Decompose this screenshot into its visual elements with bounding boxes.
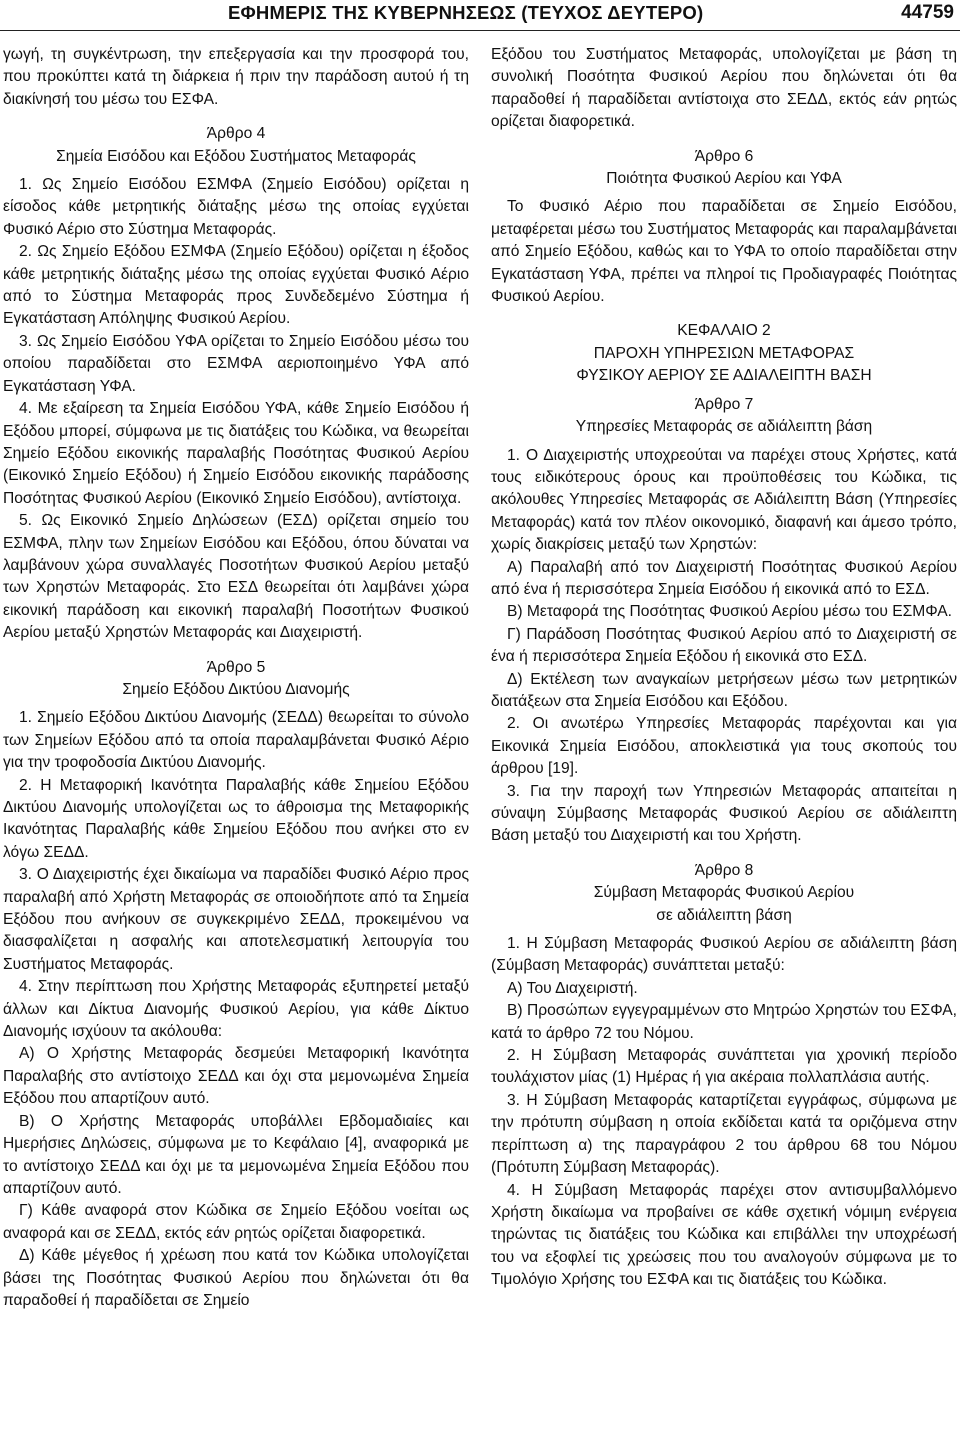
article-5-item-a: Α) Ο Χρήστης Μεταφοράς δεσμεύει Μεταφορική Ικανότητα Παραλαβής στο αντίστοιχο ΣΕΔΔ και όχι στα μεμονωμένα Σημεία Εξόδου που απαρτίζουν αυτό. [3, 1045, 469, 1108]
page-header [0, 0, 960, 34]
article-4-paragraph-2: 2. Ως Σημείο Εξόδου ΕΣΜΦΑ (Σημείο Εξόδου) ορίζεται η έξοδος κάθε μετρητικής διάταξης μέσω της οποίας εγχύεται Φυσικό Αέριο από το Σύστημα Μεταφοράς προς Συνδεδεμένο Σύστημα ή Εγκατάσταση Απόληψης Φυσικού Αερίου. [3, 243, 469, 328]
article-5-paragraph-2: 2. Η Μεταφορική Ικανότητα Παραλαβής κάθε Σημείου Εξόδου Δικτύου Διανομής υπολογίζεται ως το άθροισμα της Μεταφορικής Ικανότητας Παραλαβής κάθε Σημείου Εξόδου που ανήκει στο εν λόγω ΣΕΔΔ. [3, 776, 469, 861]
header-divider [0, 30, 960, 31]
chapter-subtitle-line-2: ΦΥΣΙΚΟΥ ΑΕΡΙΟΥ ΣΕ ΑΔΙΑΛΕΙΠΤΗ ΒΑΣΗ [576, 367, 872, 385]
page-number: 44759 [901, 2, 954, 23]
article-7-item-b: Β) Μεταφορά της Ποσότητας Φυσικού Αερίου μέσω του ΕΣΜΦΑ. [507, 603, 952, 621]
article-5-paragraph-1: 1. Σημείο Εξόδου Δικτύου Διανομής (ΣΕΔΔ) θεωρείται το σύνολο των Σημείων Εξόδου από τα οποία παραλαμβάνεται Φυσικό Αέριο για την τροφοδοσία Δικτύου Διανομής. [3, 709, 469, 772]
article-5-title: Άρθρο 5 [206, 658, 266, 676]
article-8-item-b: Β) Προσώπων εγγεγραμμένων στο Μητρώο Χρηστών του ΕΣΦΑ, κατά το άρθρο 72 του Νόμου. [491, 1002, 957, 1042]
article-8-paragraph-2: 2. Η Σύμβαση Μεταφοράς συνάπτεται για χρονική περίοδο τουλάχιστον μίας (1) Ημέρας ή για ακέραια πολλαπλάσια αυτής. [491, 1047, 957, 1087]
article-5-paragraph-4: 4. Στην περίπτωση που Χρήστης Μεταφοράς εξυπηρετεί μεταξύ άλλων και Δίκτυα Διανομής Φυσικού Αερίου, για κάθε Δίκτυο Διανομής ισχύουν τα ακόλουθα: [3, 978, 469, 1041]
article-4-title: Άρθρο 4 [206, 125, 266, 143]
article-4-paragraph-5: 5. Ως Εικονικό Σημείο Δηλώσεων (ΕΣΔ) ορίζεται σημείο του ΕΣΜΦΑ, πλην των Σημείων Εισόδου και Εξόδου, όπου δύναται να λαμβάνουν χώρα συναλλαγές Ποσοτήτων Φυσικού Αερίου μεταξύ των Χρηστών Μεταφοράς. Στο ΕΣΔ θεωρείται ότι λαμβάνει χώρα εικονική παράδοση και εικονική παραλαβή Ποσοτήτων Φυσικού Αερίου μεταξύ Χρηστών Μεταφοράς και Διαχειριστή. [3, 512, 469, 642]
article-4-paragraph-3: 3. Ως Σημείο Εισόδου ΥΦΑ ορίζεται το Σημείο Εισόδου μέσω του οποίου παραδίδεται στο ΕΣΜΦΑ αεριοποιημένο ΥΦΑ από Εγκατάσταση ΥΦΑ. [3, 332, 469, 395]
article-5-paragraph-3: 3. Ο Διαχειριστής έχει δικαίωμα να παραδίδει Φυσικό Αέριο προς παραλαβή από Χρήστη Μεταφοράς σε οποιοδήποτε από τα Σημεία Εξόδου που ανήκουν σε συγκεκριμένο ΣΕΔΔ, προκειμένου να διασφαλίζεται η ασφαλής και αποτελεσματική λειτουργία του Συστήματος Μεταφοράς. [3, 866, 469, 973]
article-8-subtitle-line-2: σε αδιάλειπτη βάση [656, 906, 792, 924]
chapter-subtitle-line-1: ΠΑΡΟΧΗ ΥΠΗΡΕΣΙΩΝ ΜΕΤΑΦΟΡΑΣ [593, 344, 855, 362]
gazette-title: ΕΦΗΜΕΡΙΣ ΤΗΣ ΚΥΒΕΡΝΗΣΕΩΣ (ΤΕΥΧΟΣ ΔΕΥΤΕΡΟ) [228, 2, 704, 23]
article-5-item-b: Β) Ο Χρήστης Μεταφοράς υποβάλλει Εβδομαδιαίες και Ημερήσιες Δηλώσεις, σύμφωνα με το Κεφάλαιο [4], αναφορικά με το αντίστοιχο ΣΕΔΔ και όχι με τα μεμονωμένα Σημεία Εξόδου που απαρτίζουν αυτό. [3, 1112, 469, 1197]
article-5-subtitle: Σημείο Εξόδου Δικτύου Διανομής [122, 680, 350, 698]
article-8-item-a: Α) Του Διαχειριστή. [507, 979, 638, 997]
article-7-item-c: Γ) Παράδοση Ποσότητας Φυσικού Αερίου από το Διαχειριστή σε ένα ή περισσότερα Σημεία Εξόδου ή εικονικά στο ΕΣΔ. [491, 625, 957, 666]
continued-paragraph: γωγή, τη συγκέντρωση, την επεξεργασία και την προσφορά του, που προκύπτει κατά τη διάρκεια ή πριν την παράδοση αυτού ή τη διακίνησή του μέσω του ΕΣΦΑ. [3, 46, 469, 108]
article-4-paragraph-4: 4. Με εξαίρεση τα Σημεία Εισόδου ΥΦΑ, κάθε Σημείο Εισόδου ή Εξόδου μπορεί, σύμφωνα με τις διατάξεις του Κώδικα, να θεωρείται Σημείο Εξόδου εικονικής παραλαβής Ποσότητας Φυσικού Αερίου (Εικονικό Σημείο Εξόδου) ή Σημείο Εισόδου εικονικής παράδοσης Ποσότητας Φυσικού Αερίου (Εικονικό Σημείο Εισόδου), αντίστοιχα. [3, 400, 469, 507]
article-8-paragraph-3: 3. Η Σύμβαση Μεταφοράς καταρτίζεται εγγράφως, σύμφωνα με την πρότυπη σύμβαση η οποία εκδίδεται κατά τα οριζόμενα στην περίπτωση α) της παραγράφου 2 του άρθρου 68 του Νόμου (Πρότυπη Σύμβαση Μεταφοράς). [491, 1091, 957, 1177]
article-7-item-d: Δ) Εκτέλεση των αναγκαίων μετρήσεων μέσω των μετρητικών διατάξεων στα Σημεία Εισόδου και Εξόδου. [491, 670, 957, 710]
article-4-paragraph-1: 1. Ως Σημείο Εισόδου ΕΣΜΦΑ (Σημείο Εισόδου) ορίζεται η είσοδος κάθε μετρητικής διάταξης μέσω της οποίας εγχύεται Φυσικό Αέριο στο Σύστημα Μεταφοράς. [3, 176, 469, 238]
chapter-title: ΚΕΦΑΛΑΙΟ 2 [677, 322, 771, 340]
article-8-subtitle-line-1: Σύμβαση Μεταφοράς Φυσικού Αερίου [593, 884, 855, 902]
article-7-title: Άρθρο 7 [694, 395, 754, 413]
article-8-title: Άρθρο 8 [694, 861, 754, 879]
article-4-subtitle: Σημεία Εισόδου και Εξόδου Συστήματος Μεταφοράς [56, 147, 416, 165]
article-7-subtitle: Υπηρεσίες Μεταφοράς σε αδιάλειπτη βάση [575, 418, 873, 436]
article-5-item-d: Δ) Κάθε μέγεθος ή χρέωση που κατά τον Κώδικα υπολογίζεται βάσει της Ποσότητας Φυσικού Αερίου που δηλώνεται ότι θα παραδοθεί ή παραδίδεται σε Σημείο [3, 1247, 469, 1309]
article-7-paragraph-2: 2. Οι ανωτέρω Υπηρεσίες Μεταφοράς παρέχονται και για Εικονικά Σημεία Εισόδου, αποκλειστικά για τους σκοπούς του άρθρου [19]. [491, 715, 957, 778]
article-6-subtitle: Ποιότητα Φυσικού Αερίου και ΥΦΑ [606, 170, 842, 188]
article-6-title: Άρθρο 6 [694, 147, 754, 165]
right-column [491, 44, 957, 1292]
article-7-paragraph-3: 3. Για την παροχή των Υπηρεσιών Μεταφοράς απαιτείται η σύναψη Σύμβασης Μεταφοράς Φυσικού Αερίου σε αδιάλειπτη Βάση μεταξύ του Διαχειριστή και του Χρήστη. [491, 782, 957, 845]
left-column [3, 44, 469, 1312]
article-8-paragraph-4: 4. Η Σύμβαση Μεταφοράς παρέχει στον αντισυμβαλλόμενο Χρήστη δικαίωμα να προβαίνει σε κάθε σχετική νόμιμη ενέργεια τηρώντας τις διατάξεις του Κώδικα και επιβάλλει την υποχρέωσή του να εξοφλεί τις χρεώσεις που του αναλογούν σύμφωνα με το Τιμολόγιο Χρήσης του ΕΣΦΑ και τις διατάξεις του Κώδικα. [491, 1181, 957, 1289]
article-8-paragraph-1: 1. Η Σύμβαση Μεταφοράς Φυσικού Αερίου σε αδιάλειπτη βάση (Σύμβαση Μεταφοράς) συνάπτεται μεταξύ: [491, 935, 957, 975]
continued-paragraph-right: Εξόδου του Συστήματος Μεταφοράς, υπολογίζεται με βάση τη συνολική Ποσότητα Φυσικού Αερίου που δηλώνεται ότι θα παραδοθεί ή παραδίδεται αντίστοιχα στο ΣΕΔΔ, εκτός εάν ρητώς ορίζεται διαφορετικά. [491, 46, 957, 131]
article-6-paragraph-1: Το Φυσικό Αέριο που παραδίδεται σε Σημείο Εισόδου, μεταφέρεται μέσω του Συστήματος Μεταφοράς και παραλαμβάνεται από Σημείο Εξόδου, καθώς και το ΥΦΑ το οποίο παραδίδεται στην Εγκατάσταση ΥΦΑ, πρέπει να πληροί τις Προδιαγραφές Ποιότητας Φυσικού Αερίου. [491, 198, 957, 306]
article-7-item-a: Α) Παραλαβή από τον Διαχειριστή Ποσότητας Φυσικού Αερίου από ένα ή περισσότερα Σημεία Εισόδου ή εικονικά από το ΕΣΔ. [491, 558, 957, 598]
article-5-item-c: Γ) Κάθε αναφορά στον Κώδικα σε Σημείο Εξόδου νοείται ως αναφορά και σε ΣΕΔΔ, εκτός εάν ρητώς ορίζεται διαφορετικά. [3, 1202, 469, 1242]
article-7-paragraph-1: 1. Ο Διαχειριστής υποχρεούται να παρέχει στους Χρήστες, κατά τους ειδικότερους όρους και προϋποθέσεις του Κώδικα, τις ακόλουθες Υπηρεσίες Μεταφοράς σε Αδιάλειπτη Βάση (Υπηρεσίες Μεταφοράς) κατά τον πλέον οικονομικό, διαφανή και άμεσο τρόπο, χωρίς διακρίσεις μεταξύ των Χρηστών: [491, 446, 957, 554]
